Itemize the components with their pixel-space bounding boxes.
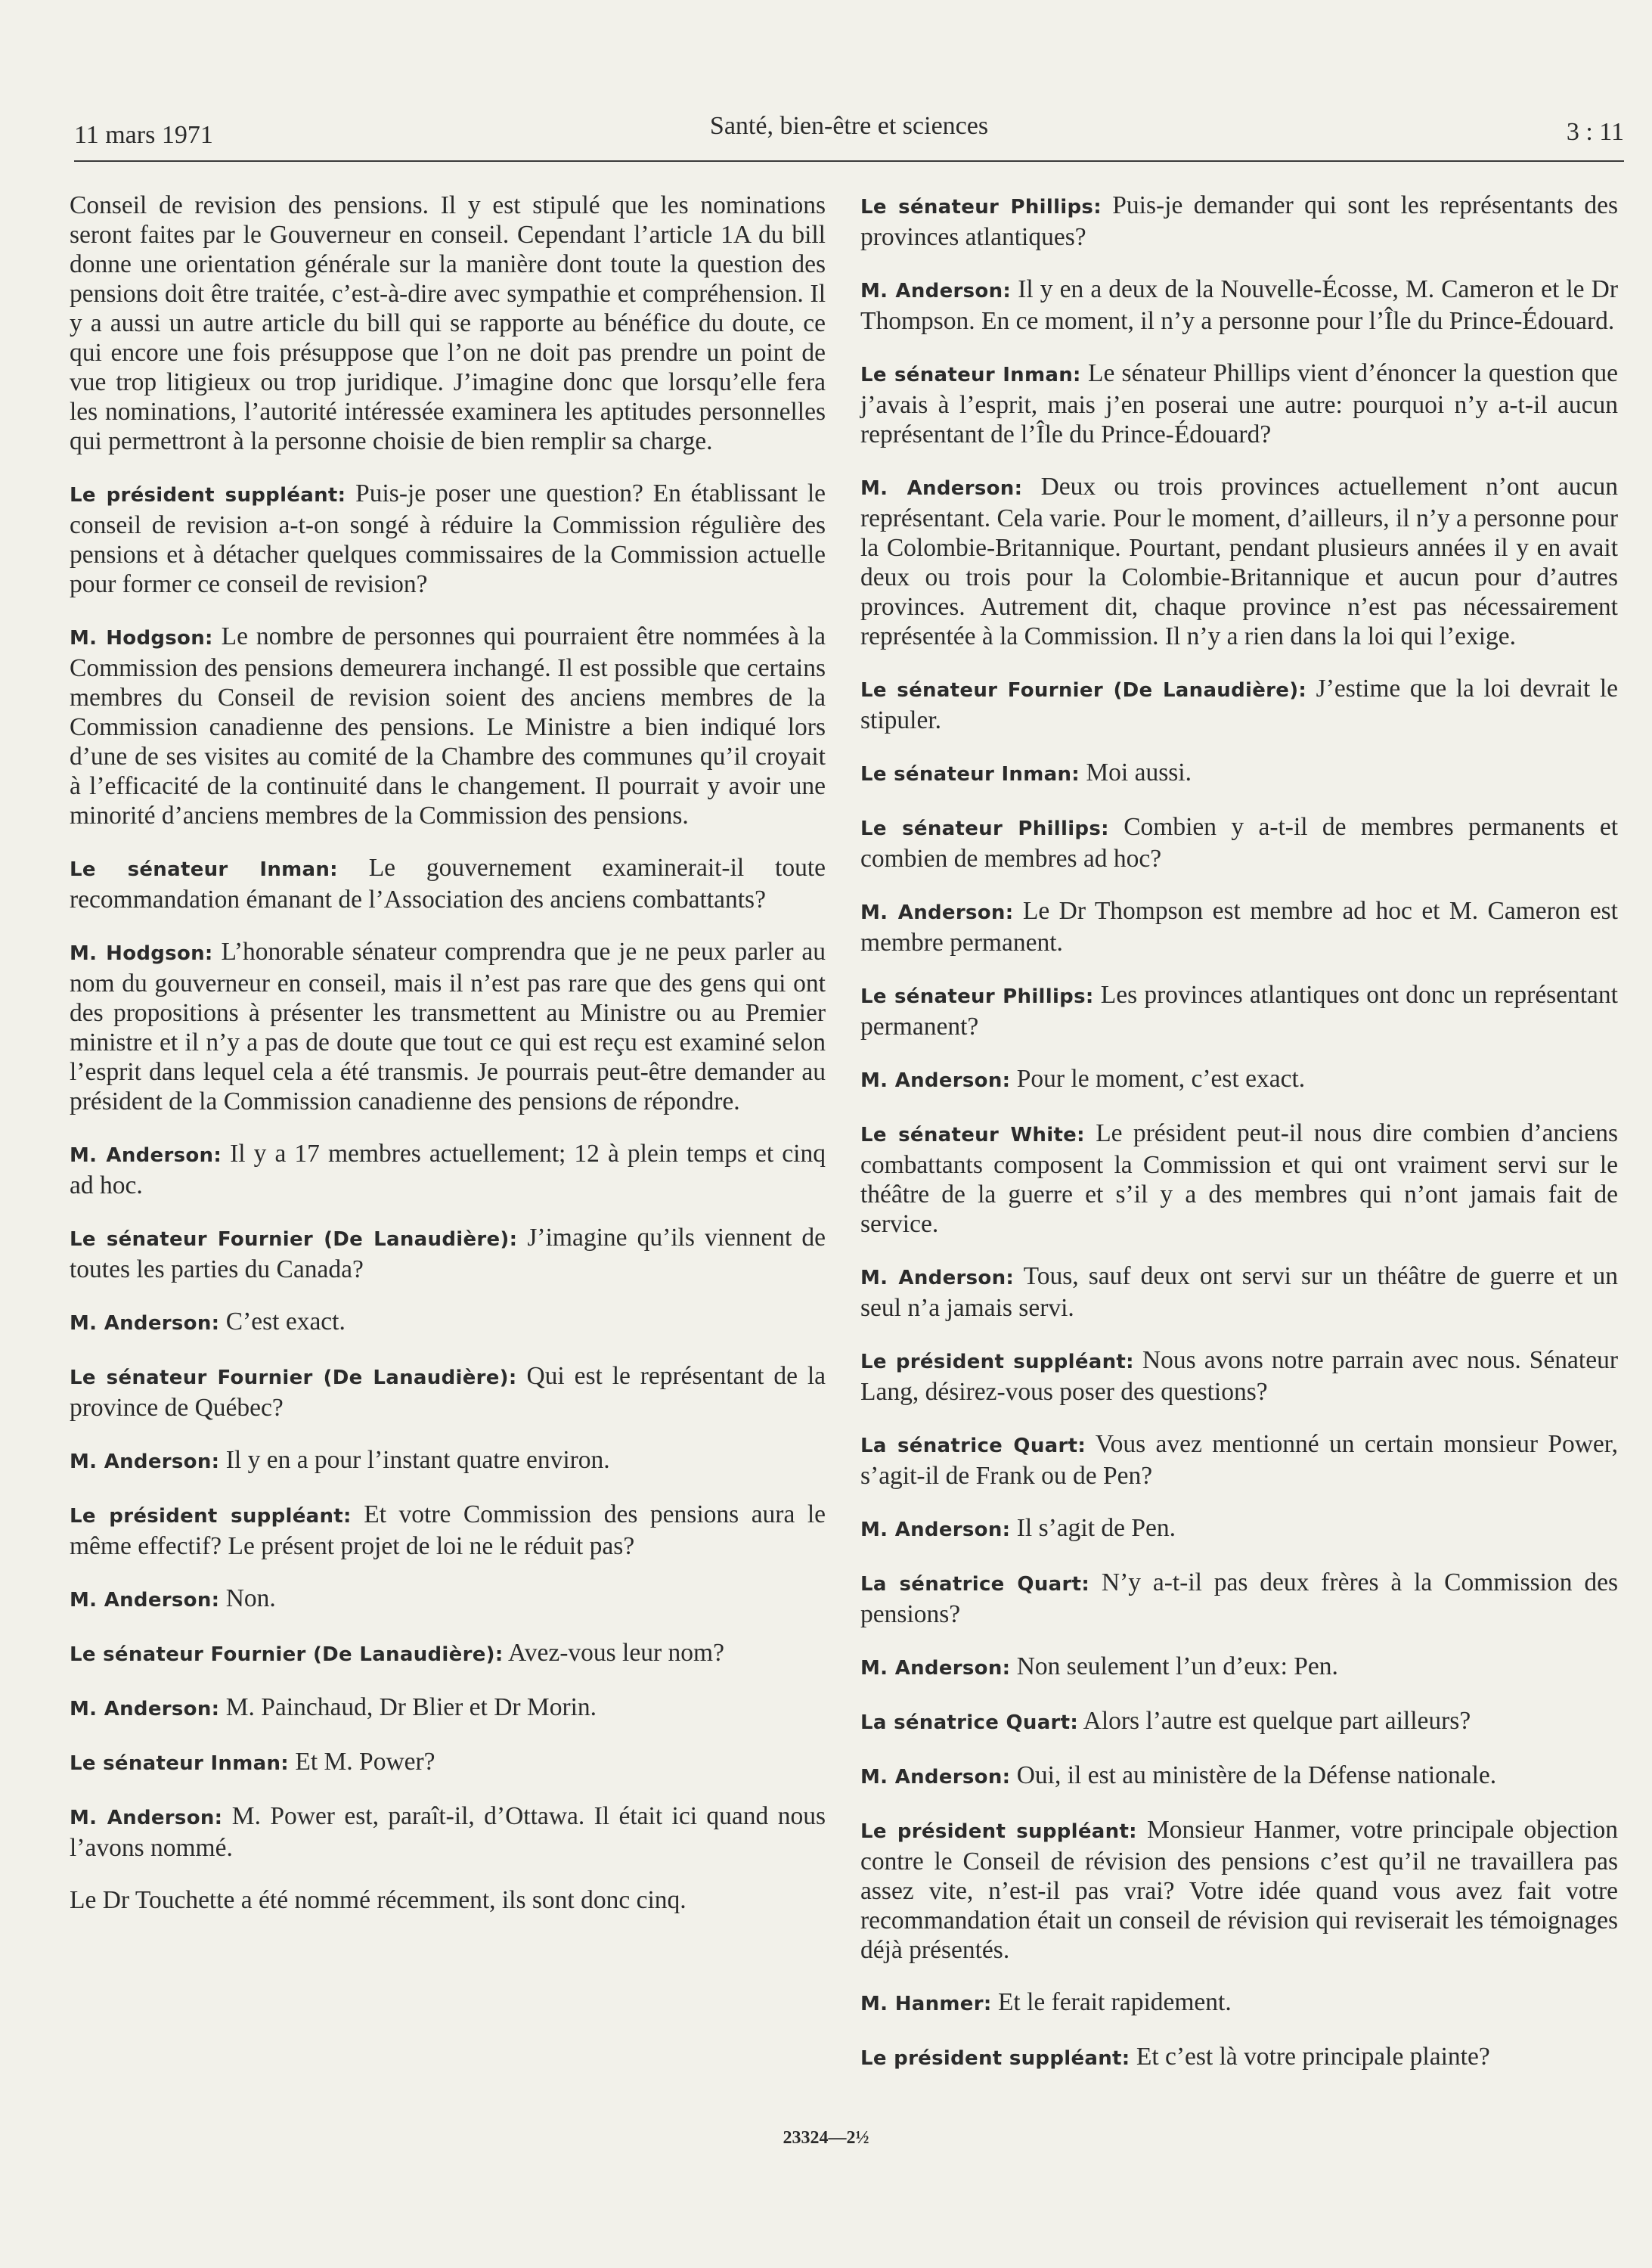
speaker-name: M. Anderson: [70, 1589, 220, 1612]
paragraph-text: Le Dr Thompson est membre ad hoc et M. Cameron est membre permanent. [860, 897, 1618, 957]
speaker-name: M. Anderson: [860, 1657, 1011, 1680]
paragraph-text: Le président peut-il nous dire combien d’anciens combattants composent la Commission et qui ont vraiment servi sur le théâtre de la guerre et s’il y a des membres qui n’ont jamais fait de service. [860, 1119, 1619, 1238]
speaker-name: M. Anderson: [860, 280, 1012, 303]
page-header [74, 112, 1624, 162]
paragraph-text: Deux ou trois provinces actuellement n’ont aucun représentant. Cela varie. Pour le moment, d’ailleurs, il n’y a personne pour la Colombie-Britannique. Pourtant, pendant plusieurs années il y en avait deux ou trois pour la Colombie-Britannique et aucun pour d’autres provinces. Autrement dit, chaque province n’est pas nécessairement représentée à la Commission. Il n’y a rien dans la loi qui l’exige. [860, 473, 1618, 650]
paragraph [860, 1064, 1618, 1096]
footer-code: 23324—2½ [783, 2128, 869, 2148]
paragraph [70, 1361, 826, 1423]
paragraph-text: Nous avons notre parrain avec nous. Sénateur Lang, désirez-vous poser des questions? [860, 1346, 1619, 1406]
speaker-name: Le sénateur Phillips: [860, 985, 1094, 1008]
paragraph-text: Les provinces atlantiques ont donc un représentant permanent? [860, 981, 1618, 1041]
speaker-name: M. Hanmer: [860, 1993, 992, 2015]
speaker-name: Le sénateur White: [860, 1124, 1085, 1146]
paragraph [860, 1652, 1618, 1683]
paragraph-text: Puis-je poser une question? En établissant le conseil de revision a-t-on songé à réduire la Commission régulière des pensions et à détacher quelques commissaires de la Commission actuelle pour former ce conseil de revision? [70, 479, 826, 598]
paragraph [70, 1500, 826, 1561]
paragraph-text: Monsieur Hanmer, votre principale objection contre le Conseil de révision des pensions c’est qu’il ne travaillera pas assez vite, n’est-il pas vrai? Votre idée quand vous avez fait votre recommandation était un conseil de révision qui reviserait les témoignages déjà présentés. [860, 1816, 1618, 1964]
paragraph [860, 1987, 1618, 2019]
paragraph [860, 275, 1618, 336]
paragraph [70, 1638, 826, 1670]
speaker-name: M. Anderson: [860, 901, 1014, 924]
paragraph [70, 853, 826, 914]
speaker-name: La sénatrice Quart: [860, 1435, 1086, 1457]
speaker-name: M. Anderson: [70, 1312, 220, 1335]
speaker-name: Le sénateur Fournier (De Lanaudière): [70, 1367, 517, 1389]
paragraph-text: M. Painchaud, Dr Blier et Dr Morin. [225, 1693, 597, 1721]
paragraph [70, 479, 826, 599]
paragraph-text: L’honorable sénateur comprendra que je ne peux parler au nom du gouverneur en conseil, mais il n’est pas rare que des gens qui ont des propositions à présenter les transmettent au Ministre ou au Premier ministre et il n’y a pas de doute que tout ce qui est reçu est examiné selon l’esprit dans lequel cela a été transmis. Je pourrais peut-être demander au président de la Commission canadienne des pensions de répondre. [70, 938, 826, 1115]
paragraph-text: J’estime que la loi devrait le stipuler. [860, 675, 1619, 734]
paragraph [70, 1307, 826, 1339]
speaker-name: M. Hodgson: [70, 627, 213, 650]
right-column [860, 191, 1618, 2096]
left-column [70, 191, 826, 1938]
paragraph-text: Il s’agit de Pen. [1016, 1514, 1176, 1542]
paragraph [860, 472, 1618, 651]
speaker-name: Le sénateur Inman: [860, 763, 1080, 786]
speaker-name: M. Anderson: [860, 1069, 1011, 1092]
paragraph-text: M. Power est, paraît-il, d’Ottawa. Il était ici quand nous l’avons nommé. [70, 1802, 826, 1862]
paragraph [860, 1815, 1618, 1965]
paragraph-text: N’y a-t-il pas deux frères à la Commission des pensions? [860, 1568, 1618, 1628]
header-date: 11 mars 1971 [74, 121, 213, 149]
speaker-name: Le président suppléant: [860, 1820, 1137, 1843]
paragraph [70, 937, 826, 1116]
paragraph-text: Pour le moment, c’est exact. [1016, 1065, 1306, 1093]
paragraph [860, 191, 1618, 252]
paragraph-text: Vous avez mentionné un certain monsieur Power, s’agit-il de Frank ou de Pen? [860, 1430, 1618, 1490]
speaker-name: Le sénateur Inman: [70, 1752, 289, 1775]
speaker-name: Le sénateur Fournier (De Lanaudière): [860, 679, 1307, 702]
paragraph [70, 1223, 826, 1284]
paragraph [70, 1584, 826, 1615]
speaker-name: M. Anderson: [70, 1698, 220, 1720]
paragraph-text: Qui est le représentant de la province de Québec? [70, 1362, 826, 1422]
paragraph [70, 1747, 826, 1779]
paragraph-text: Et le ferait rapidement. [997, 1988, 1232, 2016]
paragraph [860, 1761, 1618, 1792]
paragraph [860, 1429, 1618, 1491]
paragraph [860, 812, 1618, 873]
paragraph-text: Oui, il est au ministère de la Défense nationale. [1016, 1761, 1497, 1789]
speaker-name: Le président suppléant: [70, 484, 346, 507]
paragraph [70, 1139, 826, 1200]
paragraph [70, 1801, 826, 1863]
paragraph [70, 622, 826, 830]
speaker-name: M. Anderson: [860, 1766, 1011, 1789]
speaker-name: La sénatrice Quart: [860, 1711, 1079, 1734]
paragraph-text: Et M. Power? [295, 1748, 435, 1776]
paragraph [860, 1261, 1618, 1323]
paragraph-text: Il y a 17 membres actuellement; 12 à plein temps et cinq ad hoc. [70, 1140, 826, 1199]
paragraph-text: Non. [225, 1584, 276, 1612]
paragraph-text: Et c’est là votre principale plainte? [1136, 2043, 1490, 2071]
paragraph [860, 980, 1618, 1041]
speaker-name: Le sénateur Fournier (De Lanaudière): [70, 1643, 504, 1666]
speaker-name: M. Anderson: [70, 1450, 220, 1473]
paragraph [860, 1345, 1618, 1407]
speaker-name: M. Anderson: [70, 1144, 222, 1167]
paragraph-text: Puis-je demander qui sont les représentants des provinces atlantiques? [860, 191, 1618, 251]
paragraph [860, 1513, 1618, 1545]
paragraph [860, 1118, 1618, 1239]
paragraph-text: Conseil de revision des pensions. Il y est stipulé que les nominations seront faites par le Gouverneur en conseil. Cependant l’article 1A du bill donne une orientation générale sur la manière dont toute la question des pensions doit être traitée, c’est-à-dire avec sympathie et compréhension. Il y a aussi un autre article du bill qui se rapporte au bénéfice du doute, ce qui encore une fois présuppose que l’on ne doit pas prendre un point de vue trop litigieux ou trop juridique. J’imagine donc que lorsqu’elle fera les nominations, l’autorité intéressée examinera les aptitudes personnelles qui permettront à la personne choisie de bien remplir sa charge. [70, 191, 826, 455]
paragraph-text: Il y en a deux de la Nouvelle-Écosse, M. Cameron et le Dr Thompson. En ce moment, il n’y a personne pour l’Île du Prince-Édouard. [860, 275, 1619, 335]
paragraph-text: Le Dr Touchette a été nommé récemment, ils sont donc cinq. [70, 1886, 687, 1914]
paragraph [860, 2042, 1618, 2074]
speaker-name: M. Anderson: [860, 1267, 1015, 1289]
speaker-name: Le président suppléant: [860, 2047, 1130, 2070]
paragraph-text: Le gouvernement examinerait-il toute recommandation émanant de l’Association des anciens combattants? [70, 854, 826, 914]
paragraph [860, 358, 1618, 449]
paragraph-text: Avez-vous leur nom? [508, 1639, 724, 1667]
speaker-name: Le sénateur Fournier (De Lanaudière): [70, 1228, 518, 1251]
speaker-name: M. Anderson: [70, 1807, 223, 1829]
speaker-name: Le sénateur Phillips: [860, 196, 1102, 219]
paragraph [860, 758, 1618, 790]
speaker-name: Le président suppléant: [70, 1505, 352, 1528]
paragraph-text: Tous, sauf deux ont servi sur un théâtre de guerre et un seul n’a jamais servi. [860, 1262, 1618, 1322]
paragraph-text: Non seulement l’un d’eux: Pen. [1016, 1652, 1338, 1680]
paragraph-text: Il y en a pour l’instant quatre environ. [225, 1446, 610, 1474]
speaker-name: La sénatrice Quart: [860, 1573, 1090, 1596]
speaker-name: M. Anderson: [860, 477, 1023, 500]
paragraph-text: Le nombre de personnes qui pourraient être nommées à la Commission des pensions demeurera inchangé. Il est possible que certains membres du Conseil de revision soient des anciens membres de la Commission canadienne des pensions. Le Ministre a bien indiqué lors d’une de ses visites au comité de la Chambre des communes qu’il croyait à l’efficacité de la continuité dans le changement. Il pourrait y avoir une minorité d’anciens membres de la Commission des pensions. [70, 622, 826, 830]
paragraph-text: J’imagine qu’ils viennent de toutes les parties du Canada? [70, 1224, 826, 1283]
speaker-name: M. Anderson: [860, 1519, 1011, 1541]
speaker-name: M. Hodgson: [70, 942, 213, 965]
paragraph-text: C’est exact. [225, 1308, 346, 1336]
paragraph [860, 674, 1618, 735]
paragraph [70, 1885, 826, 1915]
paragraph [70, 1692, 826, 1724]
speaker-name: Le sénateur Phillips: [860, 818, 1109, 840]
speaker-name: Le sénateur Inman: [70, 858, 338, 881]
paragraph [70, 191, 826, 456]
paragraph [70, 1445, 826, 1477]
paragraph [860, 1706, 1618, 1738]
paragraph-text: Le sénateur Phillips vient d’énoncer la question que j’avais à l’esprit, mais j’en poserai une autre: pourquoi n’y a-t-il aucun représentant de l’Île du Prince-Édouard? [860, 359, 1618, 448]
paragraph [860, 1568, 1618, 1629]
paragraph-text: Alors l’autre est quelque part ailleurs? [1083, 1707, 1471, 1735]
paragraph [860, 896, 1618, 957]
page-number: 3 : 11 [1566, 118, 1624, 146]
paragraph-text: Et votre Commission des pensions aura le même effectif? Le présent projet de loi ne le réduit pas? [70, 1500, 826, 1560]
paragraph-text: Moi aussi. [1086, 759, 1192, 787]
speaker-name: Le sénateur Inman: [860, 364, 1081, 386]
speaker-name: Le président suppléant: [860, 1351, 1134, 1373]
header-title: Santé, bien-être et sciences [709, 112, 989, 140]
paragraph-text: Combien y a-t-il de membres permanents et combien de membres ad hoc? [860, 813, 1618, 873]
